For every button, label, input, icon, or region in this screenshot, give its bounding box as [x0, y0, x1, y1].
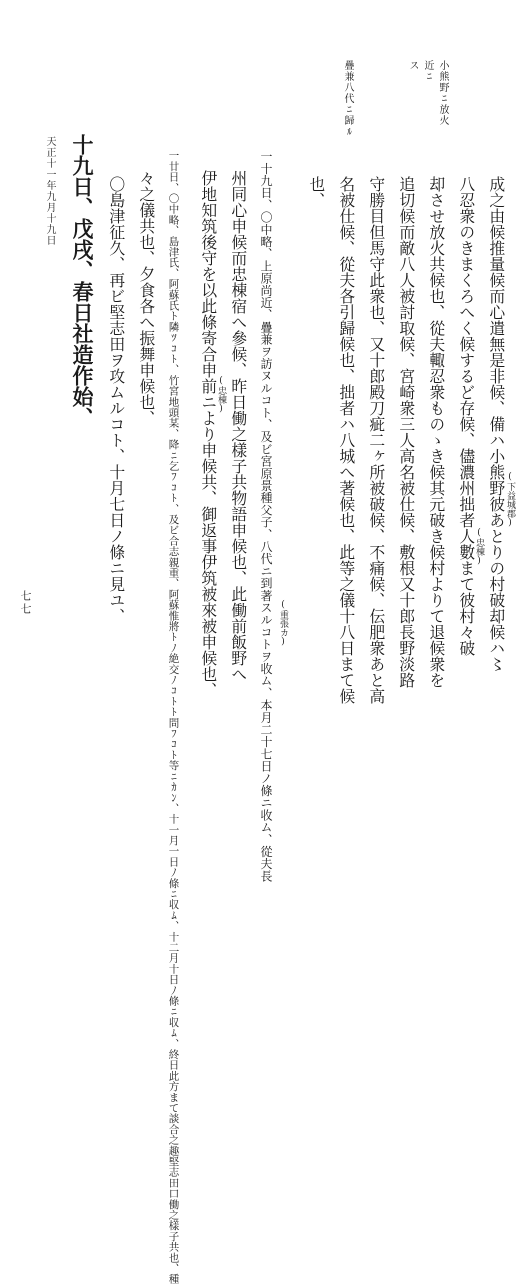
text-column: 州同心申候而忠棟宿へ參候、昨日働之樣子共物語申候也、此働前飯野へ	[228, 170, 248, 682]
text-column: 八忍衆のきまくろへく候するど存候、儘濃州拙者人數まて彼村々破	[456, 176, 476, 656]
date-note: 天正十一年九月十九日	[44, 136, 55, 246]
text-column: 々之儀共也、夕食各へ振舞申候也、	[136, 170, 156, 426]
margin-note-fire-b: 近ﾆ	[422, 60, 433, 82]
text-column: 守勝目但馬守此衆也、又十郎殿刀疵二ヶ所被破候、不痛候、伝肥衆あと高	[366, 176, 386, 704]
insertion-note: (忠棟)	[474, 528, 484, 566]
text-column: 成之由候推量候而心遣無是非候、備ハ小熊野彼あとりの村破却候ハ〻	[486, 176, 506, 672]
insertion-note: (忠棟)	[216, 376, 226, 414]
entry-heading: 十九日、戊戌、春日社造作始、	[70, 134, 95, 428]
insertion-note: (下益城郡)	[505, 472, 515, 528]
text-column: 却させ放火共候也、從夫輙忍衆ものゝき候其元破き候村よりて退候衆を	[426, 176, 446, 688]
text-column: 也、	[306, 176, 326, 208]
margin-note-return: 疊兼八代ﾆ歸ﾙ	[342, 60, 353, 137]
insertion-note: (重張カ)	[278, 600, 288, 647]
margin-note-fire: 小熊野ﾆ放火	[437, 60, 448, 126]
text-column: 追切候而敵八人被討取候、宮崎衆三人高名被仕候、敷根又十郎長野淡路	[396, 176, 416, 688]
entry-twentieth: 一廿日、〇中略、島津氏、阿蘇氏ト隣ﾂｺﾄ、竹宮地頭某、降ﾆ乞ﾌｺﾄ、及ビ合志親重、阿蘇惟將ﾄﾉ絶交ﾉｺﾄﾄ問ﾌｺﾄ等ﾆｶﾝ、十一月一日ﾉ條ﾆ収ﾑ、十二月十日ﾉ條ﾆ収ﾑ、終日此方まて談合之趣堅志田口働之樣子共也、種	[167, 150, 180, 1284]
page-number: 七七	[19, 590, 32, 616]
cross-reference: 〇島津征久、再ビ堅志田ヲ攻ムルコト、十月七日ノ條ニ見ユ、	[106, 176, 126, 624]
margin-note-fire-c: ス	[407, 60, 418, 71]
text-column: 名被仕候、從夫各引歸候也、拙者ハ八城へ著候也、此等之儀十八日まて候	[336, 176, 356, 704]
entry-nineteenth: 一十九日、〇中略、上原尚近、疊兼ヲ訪ヌルコト、及ビ宮原景種父子、八代ニ到著スルコトヲ收ム、本月二十七日ノ條ニ收ム、從夫長	[259, 150, 273, 882]
text-column: 伊地知筑後守を以此條寄合申前ニより申候共、御返事伊筑被來被申候也、	[198, 170, 218, 698]
